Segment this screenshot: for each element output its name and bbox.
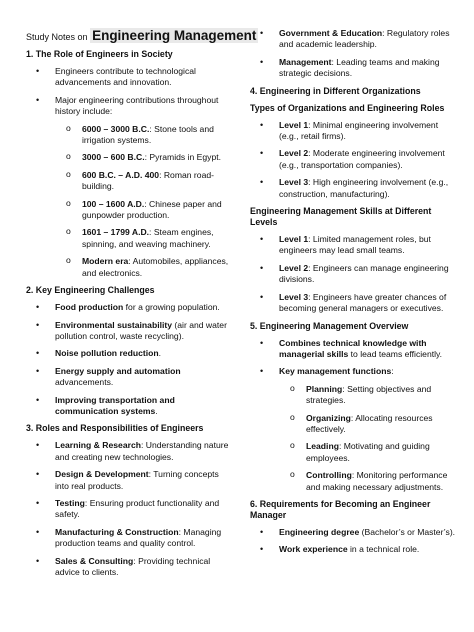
left-column xyxy=(26,28,257,584)
document-title xyxy=(26,28,257,43)
sub-bullet-item: o 3000 – 600 B.C.: Pyramids in Egypt. xyxy=(26,152,232,163)
bullet-item: • Key management functions: xyxy=(250,366,456,377)
sub-bullet-item: o 6000 – 3000 B.C.: Stone tools and irrigation systems. xyxy=(26,124,232,147)
bullet-item: • Level 2: Moderate engineering involvement (e.g., transportation companies). xyxy=(250,148,456,171)
section-heading-2: 2. Key Engineering Challenges xyxy=(26,285,155,296)
bullet-item: • Food production for a growing population. xyxy=(26,302,232,313)
bullet-item: • Level 2: Engineers can manage engineering divisions. xyxy=(250,263,456,286)
bullet-item: • Level 3: Engineers have greater chances of becoming general managers or executives. xyxy=(250,292,456,315)
sub-bullet-item: o Organizing: Allocating resources effectively. xyxy=(250,413,456,436)
sub-bullet-item: o 600 B.C. – A.D. 400: Roman road-building. xyxy=(26,170,232,193)
section-heading-6: 6. Requirements for Becoming an Engineer Manager xyxy=(250,498,431,520)
bullet-item: • Testing: Ensuring product functionality and safety. xyxy=(26,498,232,521)
bullet-item: • Major engineering contributions throughout history include: xyxy=(26,95,232,118)
bullet-item: • Manufacturing & Construction: Managing production teams and quality control. xyxy=(26,527,232,550)
sub-bullet-item: o 1601 – 1799 A.D.: Steam engines, spinning, and weaving machinery. xyxy=(26,227,232,250)
bullet-item: • Government & Education: Regulatory roles and academic leadership. xyxy=(250,28,456,51)
title-main: Engineering Management xyxy=(92,28,257,43)
right-column xyxy=(250,28,456,562)
sub-heading: Engineering Management Skills at Different Levels xyxy=(250,206,432,228)
bullet-item: • Noise pollution reduction. xyxy=(26,348,232,359)
bullet-item: • Engineering degree (Bachelor’s or Master’s). xyxy=(250,527,456,538)
bullet-item: • Level 1: Minimal engineering involvement (e.g., retail firms). xyxy=(250,120,456,143)
bullet-item: • Design & Development: Turning concepts into real products. xyxy=(26,469,232,492)
bullet-item: • Level 1: Limited management roles, but engineers may lead small teams. xyxy=(250,234,456,257)
bullet-item: • Level 3: High engineering involvement (e.g., construction, manufacturing). xyxy=(250,177,456,200)
bullet-item: • Engineers contribute to technological advancements and innovation. xyxy=(26,66,232,89)
section-heading-1: 1. The Role of Engineers in Society xyxy=(26,49,173,59)
sub-bullet-item: o Modern era: Automobiles, appliances, and electronics. xyxy=(26,256,232,279)
bullet-item: • Work experience in a technical role. xyxy=(250,544,456,555)
sub-bullet-item: o Planning: Setting objectives and strategies. xyxy=(250,384,456,407)
section-heading-4: 4. Engineering in Different Organizations xyxy=(250,85,421,96)
section-heading-5: 5. Engineering Management Overview xyxy=(250,320,409,331)
bullet-item: • Sales & Consulting: Providing technical advice to clients. xyxy=(26,556,232,579)
bullet-item: • Improving transportation and communication systems. xyxy=(26,395,232,418)
title-prefix: Study Notes on xyxy=(26,32,88,42)
bullet-item: • Environmental sustainability (air and water pollution control, waste recycling). xyxy=(26,320,232,343)
sub-heading: Types of Organizations and Engineering Roles xyxy=(250,102,445,113)
bullet-item: • Energy supply and automation advancements. xyxy=(26,366,232,389)
bullet-item: • Learning & Research: Understanding nature and creating new technologies. xyxy=(26,440,232,463)
section-heading-3: 3. Roles and Responsibilities of Engineers xyxy=(26,423,204,434)
sub-bullet-item: o 100 – 1600 A.D.: Chinese paper and gunpowder production. xyxy=(26,199,232,222)
bullet-item: • Combines technical knowledge with managerial skills to lead teams efficiently. xyxy=(250,338,456,361)
sub-bullet-item: o Controlling: Monitoring performance and making necessary adjustments. xyxy=(250,470,456,493)
sub-bullet-item: o Leading: Motivating and guiding employees. xyxy=(250,441,456,464)
bullet-item: • Management: Leading teams and making strategic decisions. xyxy=(250,57,456,80)
